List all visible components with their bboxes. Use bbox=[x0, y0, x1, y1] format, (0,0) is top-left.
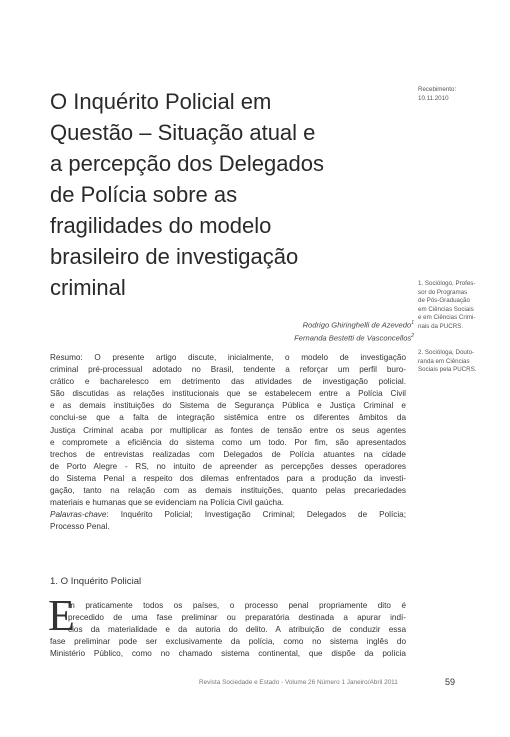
footnote-line: randa em Ciências bbox=[418, 357, 470, 365]
keywords-text: : Inquérito Policial; Investigação Criminal; Delegados de Polícia; bbox=[106, 510, 406, 520]
body-line: m praticamente todos os países, o processo penal propriamente dito é bbox=[68, 601, 406, 610]
body-line: Ministério Público, como no chamado sistema continental, que dispõe da polícia bbox=[50, 649, 406, 659]
footnote-line: em Ciências Sociais bbox=[418, 305, 474, 313]
article-title bbox=[50, 86, 370, 303]
keywords-line-2: Processo Penal. bbox=[50, 522, 110, 532]
title-line: fragilidades do modelo bbox=[50, 213, 272, 238]
receipt-note bbox=[418, 86, 488, 103]
title-line: Questão – Situação atual e bbox=[50, 120, 316, 145]
keywords-line bbox=[50, 509, 406, 521]
receipt-date: 10.11.2010 bbox=[418, 94, 449, 102]
abstract-line: de Porto Alegre - RS, no intuito de apreender as percepções desses operadores bbox=[50, 461, 406, 471]
abstract-line: trechos de entrevistas realizadas com Delegados de Polícia atuantes na cidade bbox=[50, 449, 406, 459]
abstract-line: do Sistema Penal a respeito dos dilemas enfrentados para a produção da investi- bbox=[50, 473, 406, 483]
author-list bbox=[294, 318, 414, 343]
abstract-line: e compromete a eficiência do sistema como um todo. Por fim, são apresentados bbox=[50, 437, 406, 447]
receipt-label: Recebimento: bbox=[418, 86, 457, 93]
title-line: O Inquérito Policial em bbox=[50, 89, 272, 114]
section-heading: 1. O Inquérito Policial bbox=[50, 576, 142, 587]
keywords-label: Palavras-chave bbox=[50, 510, 107, 520]
footnote-line: e em Ciências Crimi- bbox=[418, 314, 476, 322]
abstract-line: criminal pré-processual adotado no Brasil, tendente a reforçar um perfil buro- bbox=[50, 365, 406, 375]
abstract-line: gação, tanto na relação com as demais instituições, quanto pelas precariedades bbox=[50, 486, 406, 496]
body-text bbox=[50, 600, 406, 660]
title-line: criminal bbox=[50, 275, 126, 300]
abstract-line: Resumo: O presente artigo discute, inicialmente, o modelo de investigação bbox=[50, 353, 406, 362]
footnote-line: de Pós-Graduação bbox=[418, 297, 470, 305]
author-footnote-mark: 2 bbox=[411, 332, 414, 339]
drop-cap: E bbox=[48, 591, 75, 640]
abstract-line: e as demais instituições do Sistema de Segurança Pública e Justiça Criminal e bbox=[50, 401, 406, 411]
author bbox=[294, 331, 414, 344]
footnote-1 bbox=[418, 280, 488, 332]
body-line: cios da materialidade e da autoria do delito. A atribuição de conduzir essa bbox=[68, 625, 406, 635]
page-number: 59 bbox=[445, 677, 456, 687]
footnote-line: 2. Socióloga, Douto- bbox=[418, 349, 475, 356]
author bbox=[294, 318, 414, 331]
footnote-line: sor do Programas bbox=[418, 288, 468, 296]
abstract bbox=[50, 352, 406, 533]
journal-footer: Revista Sociedade e Estado - Volume 26 Número 1 Janeiro/Abril 2011 bbox=[199, 679, 398, 686]
footnote-2 bbox=[418, 349, 488, 375]
abstract-line: materiais e humanas que se evidenciam na Polícia Civil gaúcha. bbox=[50, 498, 284, 508]
body-line: precedido de uma fase preliminar ou preparatória destinada a apurar indí- bbox=[68, 613, 406, 623]
abstract-line: Justiça Criminal acaba por multiplicar as fontes de tensão entre os seus agentes bbox=[50, 425, 406, 435]
author-name: Fernanda Bestetti de Vasconcellos bbox=[294, 333, 412, 343]
abstract-line: crático e bacharelesco em detrimento das atividades de investigação policial. bbox=[50, 377, 406, 387]
body-line: fase preliminar pode ser exclusivamente da polícia, como no sistema inglês do bbox=[50, 637, 406, 647]
title-line: de Polícia sobre as bbox=[50, 182, 238, 207]
title-line: a percepção dos Delegados bbox=[50, 151, 324, 176]
abstract-line: São discutidas as relações institucionais que se estabelecem entre a Polícia Civil bbox=[50, 389, 406, 399]
title-line: brasileiro de investigação bbox=[50, 244, 299, 269]
footnote-line: 1. Sociólogo, Profes- bbox=[418, 280, 476, 287]
footnote-line: Sociais pela PUCRS. bbox=[418, 366, 477, 374]
abstract-line: conclui-se que a falta de integração sistêmica entre os diferentes âmbitos da bbox=[50, 413, 406, 423]
author-name: Rodrigo Ghiringhelli de Azevedo bbox=[302, 320, 412, 330]
footnote-line: nais da PUCRS. bbox=[418, 322, 464, 330]
author-footnote-mark: 1 bbox=[411, 320, 414, 326]
